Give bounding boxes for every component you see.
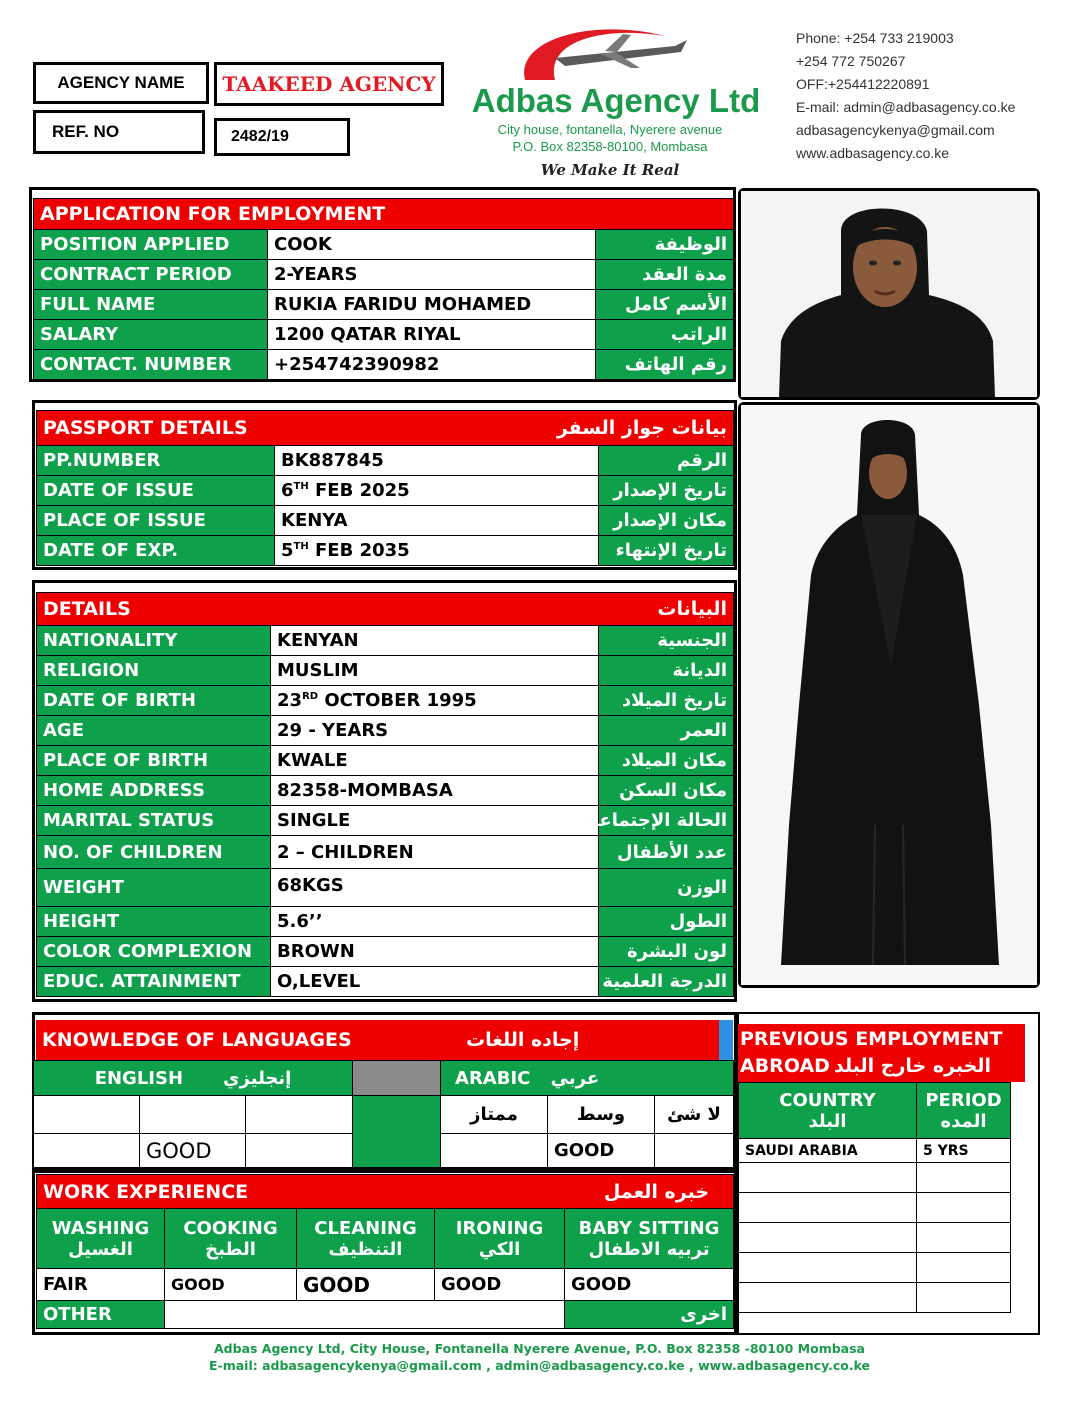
passport-table xyxy=(36,410,734,566)
previous-table xyxy=(738,1082,1011,1313)
row-arabic: الراتب xyxy=(596,320,734,350)
company-logo xyxy=(455,18,777,186)
row-value: 68KGS xyxy=(271,869,599,907)
row-label: PP.NUMBER xyxy=(37,446,275,476)
row-arabic: الدرجة العلمية xyxy=(599,967,734,997)
work-val-ironing: GOOD xyxy=(435,1269,565,1301)
date-day: 23 xyxy=(277,690,303,711)
row-value xyxy=(271,686,599,716)
row-arabic: الوزن xyxy=(599,869,734,907)
table-row xyxy=(37,869,734,907)
previous-country xyxy=(739,1163,917,1193)
english-header xyxy=(34,1061,353,1096)
english-level-cell xyxy=(246,1134,353,1168)
previous-country xyxy=(739,1223,917,1253)
date-day: 6 xyxy=(281,480,294,501)
language-spacer-green xyxy=(353,1096,441,1168)
previous-country-header xyxy=(739,1083,917,1139)
row-label: CONTRACT PERIOD xyxy=(34,260,268,290)
row-arabic: الرقم xyxy=(599,446,734,476)
agency-name-value: TAAKEED AGENCY xyxy=(222,72,436,96)
languages-title-ar: إجاده اللغات xyxy=(466,1029,580,1051)
table-row xyxy=(739,1253,1011,1283)
row-label: EDUC. ATTAINMENT xyxy=(37,967,271,997)
work-title-ar: خبره العمل xyxy=(603,1180,710,1203)
work-col-ar: الغسيل xyxy=(68,1238,133,1260)
row-label: PLACE OF BIRTH xyxy=(37,746,271,776)
row-arabic: مكان الإصدار xyxy=(599,506,734,536)
date-rest: FEB 2025 xyxy=(308,480,410,501)
agency-name-label-box xyxy=(33,62,209,104)
table-row xyxy=(739,1163,1011,1193)
table-row xyxy=(37,686,734,716)
previous-country xyxy=(739,1283,917,1313)
work-other-value xyxy=(165,1301,565,1329)
table-row xyxy=(37,716,734,746)
row-label: POSITION APPLIED xyxy=(34,230,268,260)
arabic-level-cell xyxy=(441,1134,548,1168)
work-col-ar: التنظيف xyxy=(328,1238,403,1260)
row-arabic: الديانة xyxy=(599,656,734,686)
country-label-ar: البلد xyxy=(808,1110,847,1132)
row-label: FULL NAME xyxy=(34,290,268,320)
table-row xyxy=(739,1283,1011,1313)
table-row xyxy=(37,937,734,967)
row-value: MUSLIM xyxy=(271,656,599,686)
row-label: SALARY xyxy=(34,320,268,350)
airplane-swoosh-icon xyxy=(455,18,777,88)
row-arabic: الحالة الإجتماعية xyxy=(599,806,734,836)
contact-info xyxy=(796,30,1066,168)
work-title: WORK EXPERIENCE xyxy=(43,1180,249,1203)
work-col-ar: تربيه الاطفال xyxy=(588,1238,710,1260)
work-col-ar: الكي xyxy=(478,1238,521,1260)
portrait-photo xyxy=(738,188,1040,400)
row-label: COLOR COMPLEXION xyxy=(37,937,271,967)
row-value: 82358-MOMBASA xyxy=(271,776,599,806)
row-arabic: الطول xyxy=(599,907,734,937)
details-title-ar: البيانات xyxy=(657,598,728,620)
table-row xyxy=(739,1193,1011,1223)
row-label: DATE OF EXP. xyxy=(37,536,275,566)
table-row xyxy=(37,776,734,806)
table-row xyxy=(34,260,734,290)
table-row xyxy=(37,446,734,476)
work-col-en: BABY SITTING xyxy=(578,1217,720,1239)
table-row xyxy=(37,476,734,506)
previous-period xyxy=(917,1253,1011,1283)
row-value xyxy=(275,476,599,506)
row-value: KENYA xyxy=(275,506,599,536)
row-value: 5.6’’ xyxy=(271,907,599,937)
languages-accent-bar xyxy=(719,1020,733,1060)
table-row xyxy=(37,967,734,997)
logo-name: Adbas Agency Ltd xyxy=(471,82,761,119)
ref-label: REF. NO xyxy=(52,122,120,141)
row-value: +254742390982 xyxy=(268,350,596,380)
row-value: 29 - YEARS xyxy=(271,716,599,746)
work-other-label: OTHER xyxy=(37,1301,165,1329)
ref-label-box xyxy=(33,110,205,154)
row-arabic: تاريخ الإنتهاء xyxy=(599,536,734,566)
work-other-ar: اخرى xyxy=(565,1301,734,1329)
english-level-cell xyxy=(34,1096,140,1134)
period-label: PERIOD xyxy=(925,1089,1002,1111)
previous-period: 5 YRS xyxy=(917,1139,1011,1163)
row-value: KENYAN xyxy=(271,626,599,656)
full-body-photo xyxy=(738,402,1040,988)
logo-address-1: City house, fontanella, Nyerere avenue xyxy=(497,122,723,137)
date-suffix: TH xyxy=(293,481,309,492)
previous-country: SAUDI ARABIA xyxy=(739,1139,917,1163)
previous-country xyxy=(739,1253,917,1283)
row-value: COOK xyxy=(268,230,596,260)
contact-website: www.adbasagency.co.ke xyxy=(796,145,950,161)
level-medium-ar: وسط xyxy=(548,1096,655,1134)
ref-value-box xyxy=(214,118,350,156)
previous-period-header xyxy=(917,1083,1011,1139)
table-row xyxy=(37,626,734,656)
date-rest: FEB 2035 xyxy=(308,540,410,561)
work-table xyxy=(36,1174,734,1329)
row-value: 2 – CHILDREN xyxy=(271,836,599,869)
country-label: COUNTRY xyxy=(779,1089,876,1111)
previous-period xyxy=(917,1163,1011,1193)
table-row xyxy=(37,656,734,686)
previous-title-ar: الخبره خارج البلد xyxy=(834,1055,991,1077)
work-val-cooking: GOOD xyxy=(165,1269,297,1301)
table-row xyxy=(739,1223,1011,1253)
date-suffix: RD xyxy=(302,691,319,702)
application-table xyxy=(33,198,734,380)
application-title: APPLICATION FOR EMPLOYMENT xyxy=(34,199,734,230)
previous-title-2: ABROAD xyxy=(740,1055,830,1077)
arabic-label-ar: عربي xyxy=(550,1067,600,1089)
row-label: MARITAL STATUS xyxy=(37,806,271,836)
table-row xyxy=(37,746,734,776)
portrait-image xyxy=(741,191,1037,397)
row-value: RUKIA FARIDU MOHAMED xyxy=(268,290,596,320)
work-col-baby-sitting xyxy=(565,1209,734,1269)
row-value: SINGLE xyxy=(271,806,599,836)
date-rest: OCTOBER 1995 xyxy=(318,690,477,711)
work-col-cleaning xyxy=(297,1209,435,1269)
row-value: O,LEVEL xyxy=(271,967,599,997)
row-arabic: مكان السكن xyxy=(599,776,734,806)
contact-phone-1: Phone: +254 733 219003 xyxy=(796,30,954,46)
agency-name-label: AGENCY NAME xyxy=(57,73,185,92)
english-level-cell xyxy=(34,1134,140,1168)
english-level-cell xyxy=(246,1096,353,1134)
row-arabic: عدد الأطفال xyxy=(599,836,734,869)
row-arabic: تاريخ الإصدار xyxy=(599,476,734,506)
english-level-value: GOOD xyxy=(140,1134,246,1168)
table-row xyxy=(34,320,734,350)
work-val-washing: FAIR xyxy=(37,1269,165,1301)
english-label-ar: إنجليزي xyxy=(223,1067,292,1089)
row-label: RELIGION xyxy=(37,656,271,686)
row-arabic: الوظيفة xyxy=(596,230,734,260)
table-row xyxy=(37,836,734,869)
work-col-washing xyxy=(37,1209,165,1269)
table-row xyxy=(34,350,734,380)
contact-office: OFF:+254412220891 xyxy=(796,76,930,92)
work-val-cleaning: GOOD xyxy=(297,1269,435,1301)
english-level-cell xyxy=(140,1096,246,1134)
footer-line-2: E-mail: adbasagencykenya@gmail.com , admin@adbasagency.co.ke , www.adbasagency.co.ke xyxy=(208,1358,871,1373)
languages-title: KNOWLEDGE OF LANGUAGES xyxy=(42,1029,352,1051)
work-col-cooking xyxy=(165,1209,297,1269)
row-arabic: رقم الهاتف xyxy=(596,350,734,380)
row-arabic: مكان الميلاد xyxy=(599,746,734,776)
period-label-ar: المده xyxy=(940,1110,987,1132)
arabic-level-cell xyxy=(655,1134,734,1168)
languages-table xyxy=(33,1060,734,1168)
row-arabic: تاريخ الميلاد xyxy=(599,686,734,716)
footer-line-1: Adbas Agency Ltd, City House, Fontanella Nyerere Avenue, P.O. Box 82358 -80100 Mombasa xyxy=(214,1341,865,1356)
previous-header xyxy=(738,1024,1025,1082)
table-row xyxy=(34,230,734,260)
work-col-en: IRONING xyxy=(455,1217,544,1239)
english-label: ENGLISH xyxy=(94,1067,184,1089)
row-label: PLACE OF ISSUE xyxy=(37,506,275,536)
level-excellent-ar: ممتاز xyxy=(441,1096,548,1134)
table-row xyxy=(37,506,734,536)
row-value xyxy=(275,536,599,566)
contact-email-1: E-mail: admin@adbasagency.co.ke xyxy=(796,99,1016,115)
table-row xyxy=(37,806,734,836)
work-col-ironing xyxy=(435,1209,565,1269)
work-col-ar: الطبخ xyxy=(205,1238,256,1260)
row-label: WEIGHT xyxy=(37,869,271,907)
contact-phone-2: +254 772 750267 xyxy=(796,53,906,69)
contact-email-2: adbasagencykenya@gmail.com xyxy=(796,122,995,138)
table-row xyxy=(34,290,734,320)
row-arabic: لون البشرة xyxy=(599,937,734,967)
table-row xyxy=(739,1139,1011,1163)
row-label: HEIGHT xyxy=(37,907,271,937)
previous-period xyxy=(917,1223,1011,1253)
level-none-ar: لا شئ xyxy=(655,1096,734,1134)
row-value: BROWN xyxy=(271,937,599,967)
row-label: AGE xyxy=(37,716,271,746)
logo-address-2: P.O. Box 82358-80100, Mombasa xyxy=(512,139,708,154)
row-value: KWALE xyxy=(271,746,599,776)
footer xyxy=(0,1340,1079,1374)
arabic-level-value: GOOD xyxy=(548,1134,655,1168)
work-col-en: CLEANING xyxy=(314,1217,417,1239)
arabic-label: ARABIC xyxy=(455,1067,531,1089)
row-arabic: الجنسية xyxy=(599,626,734,656)
row-arabic: مدة العقد xyxy=(596,260,734,290)
row-value: BK887845 xyxy=(275,446,599,476)
row-label: HOME ADDRESS xyxy=(37,776,271,806)
row-arabic: الأسم كامل xyxy=(596,290,734,320)
languages-header xyxy=(36,1020,719,1060)
row-arabic: العمر xyxy=(599,716,734,746)
work-col-en: COOKING xyxy=(183,1217,278,1239)
details-title: DETAILS xyxy=(43,598,131,620)
date-day: 5 xyxy=(281,540,294,561)
previous-title-1: PREVIOUS EMPLOYMENT xyxy=(740,1028,1003,1050)
row-value: 2-YEARS xyxy=(268,260,596,290)
row-label: DATE OF ISSUE xyxy=(37,476,275,506)
row-value: 1200 QATAR RIYAL xyxy=(268,320,596,350)
passport-title: PASSPORT DETAILS xyxy=(43,417,248,439)
ref-value: 2482/19 xyxy=(231,128,289,145)
details-table xyxy=(36,592,734,997)
row-label: NO. OF CHILDREN xyxy=(37,836,271,869)
row-label: NATIONALITY xyxy=(37,626,271,656)
full-body-image xyxy=(741,405,1037,985)
logo-slogan: We Make It Real xyxy=(540,161,680,179)
previous-country xyxy=(739,1193,917,1223)
work-col-en: WASHING xyxy=(51,1217,150,1239)
passport-title-ar: بيانات جواز السفر xyxy=(556,417,727,439)
language-spacer xyxy=(353,1061,441,1096)
table-row xyxy=(37,536,734,566)
previous-period xyxy=(917,1193,1011,1223)
arabic-header xyxy=(441,1061,734,1096)
previous-period xyxy=(917,1283,1011,1313)
table-row xyxy=(37,907,734,937)
row-label: DATE OF BIRTH xyxy=(37,686,271,716)
agency-name-value-box xyxy=(214,62,444,106)
work-val-baby-sitting: GOOD xyxy=(565,1269,734,1301)
row-label: CONTACT. NUMBER xyxy=(34,350,268,380)
date-suffix: TH xyxy=(293,541,309,552)
